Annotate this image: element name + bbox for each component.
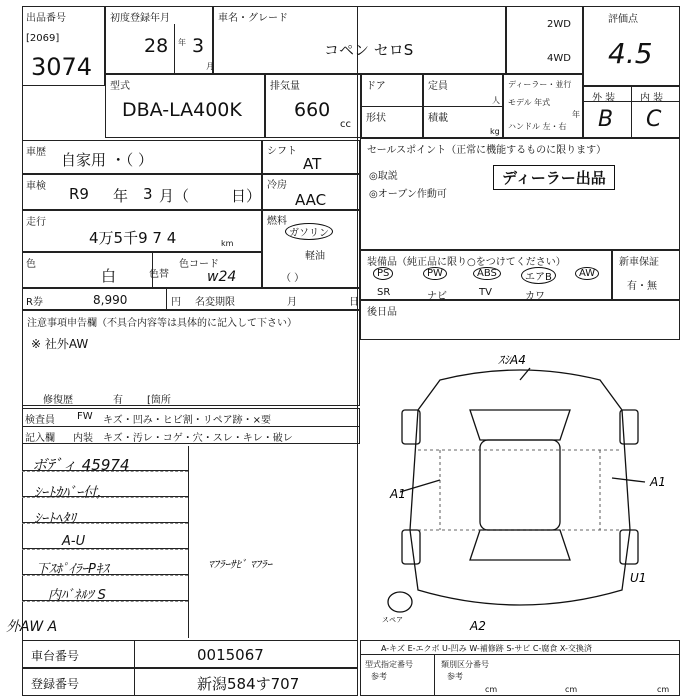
first-reg-year-unit: 年 <box>178 38 186 47</box>
recycle-unit: 円 <box>171 297 181 308</box>
capacity-label: 定員 <box>428 81 448 92</box>
diagram-left-label: A1 <box>390 487 406 501</box>
chassis-value: 0015067 <box>197 646 264 664</box>
first-reg-year: 28 <box>144 35 169 57</box>
equip-sr: SR <box>377 287 391 298</box>
hw-line2: ｼｰﾄｶﾊﾞｰ付, <box>34 485 102 501</box>
notes-label: 注意事項申告欄（不具合内容等は具体的に記入して下さい） <box>27 318 297 329</box>
first-reg-box <box>105 6 213 74</box>
history-value: 自家用 ・（ ） <box>61 151 154 169</box>
shift-label: シフト <box>267 146 297 157</box>
drive-4wd: 4WD <box>547 53 571 64</box>
fuel-box <box>262 210 360 288</box>
model-value: DBA-LA400K <box>122 99 242 121</box>
plate-label: 登録番号 <box>31 677 80 691</box>
sales-point-1: ◎取説 <box>369 171 398 182</box>
dealer-box <box>503 74 583 138</box>
recycle-divider <box>166 288 167 310</box>
rename-day: 日 <box>349 297 359 308</box>
int-check-label: 内装 <box>73 433 93 444</box>
score-label: 評価点 <box>608 14 638 25</box>
handwritten-notes <box>6 446 360 638</box>
mileage-value: 4万5千9 7 4 <box>89 229 177 247</box>
marker-right <box>612 478 645 482</box>
shift-value: AT <box>303 155 322 173</box>
equip-aw: AW <box>575 267 599 280</box>
hw-line1: ボﾃﾞィ 45974 <box>32 456 130 474</box>
equip-tv: TV <box>479 287 492 298</box>
recycle-value: 8,990 <box>93 293 128 307</box>
hw-rule-6 <box>22 600 188 602</box>
inspection-month: 3 <box>143 185 153 203</box>
spare-tire <box>388 592 412 612</box>
displacement-unit: cc <box>340 119 351 130</box>
drive-2wd: 2WD <box>547 19 571 30</box>
car-name-box <box>213 6 506 74</box>
diagram-right-label: A1 <box>650 475 666 489</box>
windshield <box>470 410 570 440</box>
car-name-label: 車名・グレード <box>218 13 288 24</box>
int-label: 内 装 <box>640 93 664 104</box>
ac-value: AAC <box>295 191 327 209</box>
new-warranty-box <box>612 250 680 300</box>
score-value: 4.5 <box>608 37 653 70</box>
equip-leather: カワ <box>525 291 545 302</box>
hw-line3: ｼｰﾄﾍﾀﾘ <box>34 511 76 527</box>
roof <box>480 440 560 530</box>
fuel-other: （ ） <box>281 273 305 284</box>
dealer-stamp: ディーラー出品 <box>493 165 615 190</box>
inspection-era: R9 <box>69 185 89 203</box>
equip-airbag: エアB <box>521 267 556 284</box>
repair-value: 有 <box>113 395 123 406</box>
inspection-month-unit: 月（ <box>159 187 190 205</box>
color-change-label: 色替 <box>149 269 169 280</box>
recycle-label: R券 <box>26 297 43 308</box>
fuel-label: 燃料 <box>267 216 287 227</box>
chassis-row <box>22 640 358 668</box>
hw-line7: 外AW A <box>6 619 58 635</box>
ext-int-divider <box>631 86 632 138</box>
notes-box <box>22 310 360 406</box>
shape-label: 形状 <box>366 113 386 124</box>
load-label: 積載 <box>428 113 448 124</box>
chassis-divider <box>134 640 135 696</box>
color-divider <box>152 252 153 288</box>
model-year-unit: 年 <box>572 110 580 119</box>
score-box <box>583 6 680 86</box>
load-unit: kg <box>490 127 500 136</box>
handle-label: ハンドル 左・右 <box>508 122 567 131</box>
cm-3: cm <box>657 685 670 694</box>
inspection-year-unit: 年 <box>113 187 129 205</box>
int-grade: C <box>646 107 662 132</box>
equip-navi: ナビ <box>427 291 447 302</box>
postscript-box <box>360 300 680 340</box>
diagram-bottom-label: A2 <box>470 619 486 633</box>
cm-2: cm <box>565 685 578 694</box>
color-row <box>22 252 262 288</box>
car-damage-diagram <box>360 340 680 640</box>
hw-line6: 内ﾊﾞﾈﾙﾂ S <box>48 588 106 603</box>
equip-pw: PW <box>423 267 447 280</box>
capacity-box <box>423 74 503 138</box>
check-mid-line <box>22 426 360 427</box>
model-designation-label: 型式指定番号 <box>365 660 413 669</box>
color-code: w24 <box>207 269 237 285</box>
entry-label: 記入欄 <box>25 433 55 444</box>
chassis-label: 車台番号 <box>31 649 80 663</box>
equip-ps: PS <box>373 267 393 280</box>
category-label: 類別区分番号 <box>441 660 489 669</box>
sales-points-box <box>360 138 680 250</box>
ref-label-1: 参考 <box>371 672 387 681</box>
hw-rule-4 <box>22 548 188 550</box>
car-name-value: コペン セロS <box>324 41 414 59</box>
rename-month: 月 <box>287 297 297 308</box>
fuel-diesel: 軽油 <box>305 251 325 262</box>
displacement-label: 排気量 <box>270 81 300 92</box>
sales-point-2: ◎オーブン作動可 <box>369 189 447 200</box>
model-box <box>105 74 265 138</box>
diagram-top-label: ｽｼA4 <box>498 353 526 367</box>
displacement-value: 660 <box>294 99 331 121</box>
color-code-label: 色コード <box>179 259 219 270</box>
hw-rule-1 <box>22 470 188 472</box>
hw-rule-5 <box>22 574 188 576</box>
color-value: 白 <box>101 267 117 285</box>
doors-label: ドア <box>366 81 386 92</box>
cm-1: cm <box>485 685 498 694</box>
mileage-label: 走行 <box>26 217 46 228</box>
ref-label-2: 参考 <box>447 672 463 681</box>
color-label: 色 <box>26 259 36 270</box>
notes-text: ※ 社外AW <box>31 337 89 351</box>
new-warranty-options: 有・無 <box>627 281 657 292</box>
ext-grade: B <box>598 107 614 132</box>
equipment-label: 装備品（純正品に限り○をつけてください） <box>367 257 566 268</box>
shift-box <box>262 140 360 174</box>
ext-int-header-line <box>583 101 680 102</box>
ext-label: 外 装 <box>592 93 616 104</box>
int-check-text: キズ・汚レ・コゲ・穴・スレ・キレ・破レ <box>103 433 293 444</box>
first-reg-divider <box>174 24 175 74</box>
capacity-unit: 人 <box>492 96 500 105</box>
drive-box <box>506 6 583 74</box>
lot-box <box>22 6 105 86</box>
diagram-rear-right-label: U1 <box>630 571 647 585</box>
hw-line4: A-U <box>62 534 86 549</box>
hw-line5: 下ｽﾎﾟｲﾗｰPｷｽ <box>36 562 109 577</box>
first-reg-label: 初度登録年月 <box>110 13 170 24</box>
model-year-label: モデル 年式 <box>508 98 551 107</box>
model-label: 型式 <box>110 81 130 92</box>
rename-label: 名変期限 <box>195 297 235 308</box>
postscript-label: 後日品 <box>367 307 397 318</box>
history-label: 車歴 <box>26 147 46 158</box>
hw-rule-3 <box>22 522 188 524</box>
inspection-row <box>22 174 262 210</box>
legend-divider <box>434 654 435 696</box>
first-reg-month: 3 <box>192 35 205 57</box>
diagram-spare-label: スペア <box>382 616 403 624</box>
fw-text: キズ・凹み・ヒビ割・リペア跡・×要 <box>103 415 271 426</box>
plate-value: 新潟584す707 <box>197 675 300 693</box>
rear-window <box>470 530 570 560</box>
repair-label: 修復歴 <box>43 395 73 406</box>
inspection-label: 車検 <box>26 181 46 192</box>
lot-code: [2069] <box>26 33 60 44</box>
new-warranty-label: 新車保証 <box>619 257 659 268</box>
hw-right: ﾏﾌﾗｰｻﾋﾞ ﾏﾌﾗｰ <box>208 558 272 571</box>
plate-row <box>22 668 358 696</box>
repair-place: [箇所 <box>147 395 171 406</box>
legend-line <box>360 654 680 655</box>
lot-number: 3074 <box>31 53 93 81</box>
hw-rule-2 <box>22 496 188 498</box>
sales-points-label: セールスポイント（正常に機能するものに限ります） <box>367 145 607 156</box>
marker-left <box>400 480 440 492</box>
legend-text: A-キズ E-エクボ U-凹み W-補修跡 S-サビ C-腐食 X-交換済 <box>381 644 592 653</box>
hw-divider <box>188 446 189 638</box>
equip-abs: ABS <box>473 267 501 280</box>
ac-box <box>262 174 360 210</box>
fw-label: FW <box>77 411 93 422</box>
mileage-unit: km <box>221 239 234 248</box>
fuel-gas: ガソリン <box>285 223 333 240</box>
lot-label: 出品番号 <box>26 13 66 24</box>
ac-label: 冷房 <box>267 180 287 191</box>
first-reg-month-unit: 月 <box>206 62 214 71</box>
mileage-row <box>22 210 262 252</box>
displacement-box <box>265 74 361 138</box>
body-outline <box>410 370 630 605</box>
equipment-box <box>360 250 612 300</box>
legend-box <box>360 640 680 696</box>
inspection-day-unit: 日） <box>231 187 262 205</box>
check-label: 検査員 <box>25 415 55 426</box>
history-row <box>22 140 262 174</box>
recycle-row <box>22 288 360 310</box>
dealer-label: ディーラー・並行 <box>508 80 572 89</box>
